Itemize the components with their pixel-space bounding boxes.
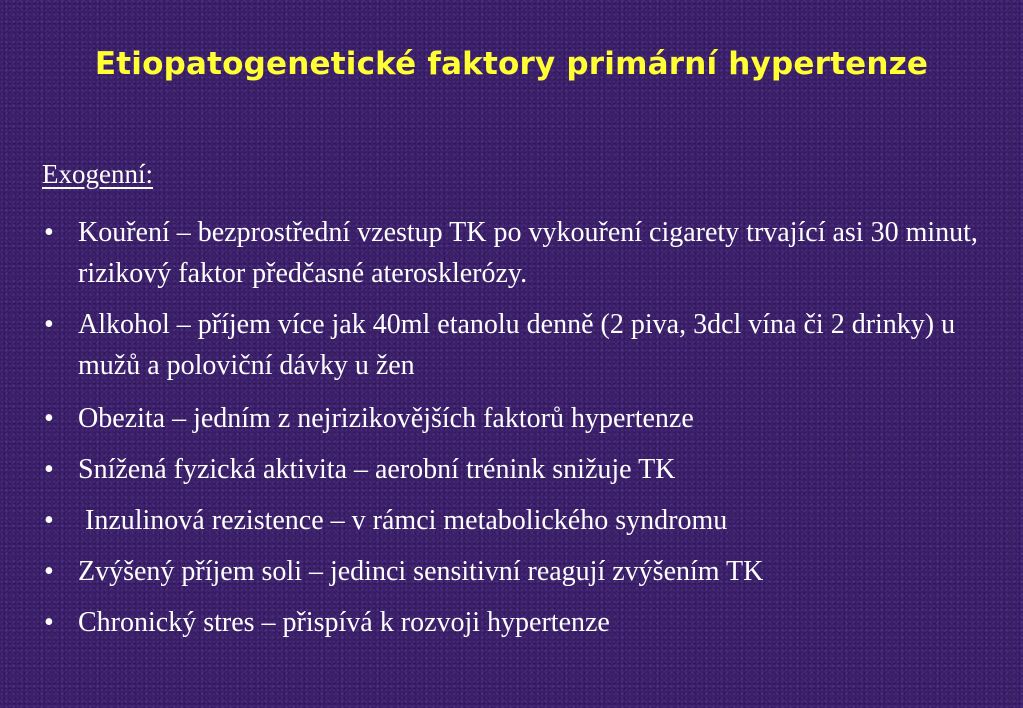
bullet-item (42, 500, 1002, 541)
bullet-dot-icon: • (44, 309, 54, 340)
bullet-dot-icon: • (44, 403, 54, 434)
bullet-text: Zvýšený příjem soli – jedinci sensitivní reagují zvýšením TK (78, 556, 764, 587)
bullet-item (42, 602, 1002, 643)
bullet-dot-icon: • (44, 607, 54, 638)
bullet-item (42, 212, 1002, 294)
bullet-text: Obezita – jedním z nejrizikovějších faktorů hypertenze (78, 403, 694, 434)
bullet-item (42, 304, 1002, 386)
bullet-text: Chronický stres – přispívá k rozvoji hypertenze (78, 607, 610, 638)
bullet-text: Alkohol – příjem více jak 40ml etanolu denně (2 piva, 3dcl vína či 2 drinky) u mužů a poloviční dávky u žen (78, 309, 963, 381)
bullet-dot-icon: • (44, 556, 54, 587)
bullet-item (42, 398, 1002, 439)
section-heading: Exogenní: (42, 159, 153, 189)
bullet-text: Snížená fyzická aktivita – aerobní trénink snižuje TK (78, 454, 676, 485)
bullet-text: Kouření – bezprostřední vzestup TK po vykouření cigarety trvající asi 30 minut, rizikový faktor předčasné aterosklerózy. (78, 217, 985, 289)
bullet-item (42, 551, 1002, 592)
bullet-dot-icon: • (44, 505, 54, 536)
bullet-list (42, 212, 1002, 653)
slide-title: Etiopatogenetické faktory primární hypertenze (94, 46, 929, 82)
bullet-dot-icon: • (44, 217, 54, 248)
bullet-dot-icon: • (44, 454, 54, 485)
bullet-text: Inzulinová rezistence – v rámci metabolického syndromu (78, 505, 728, 536)
bullet-item (42, 449, 1002, 490)
